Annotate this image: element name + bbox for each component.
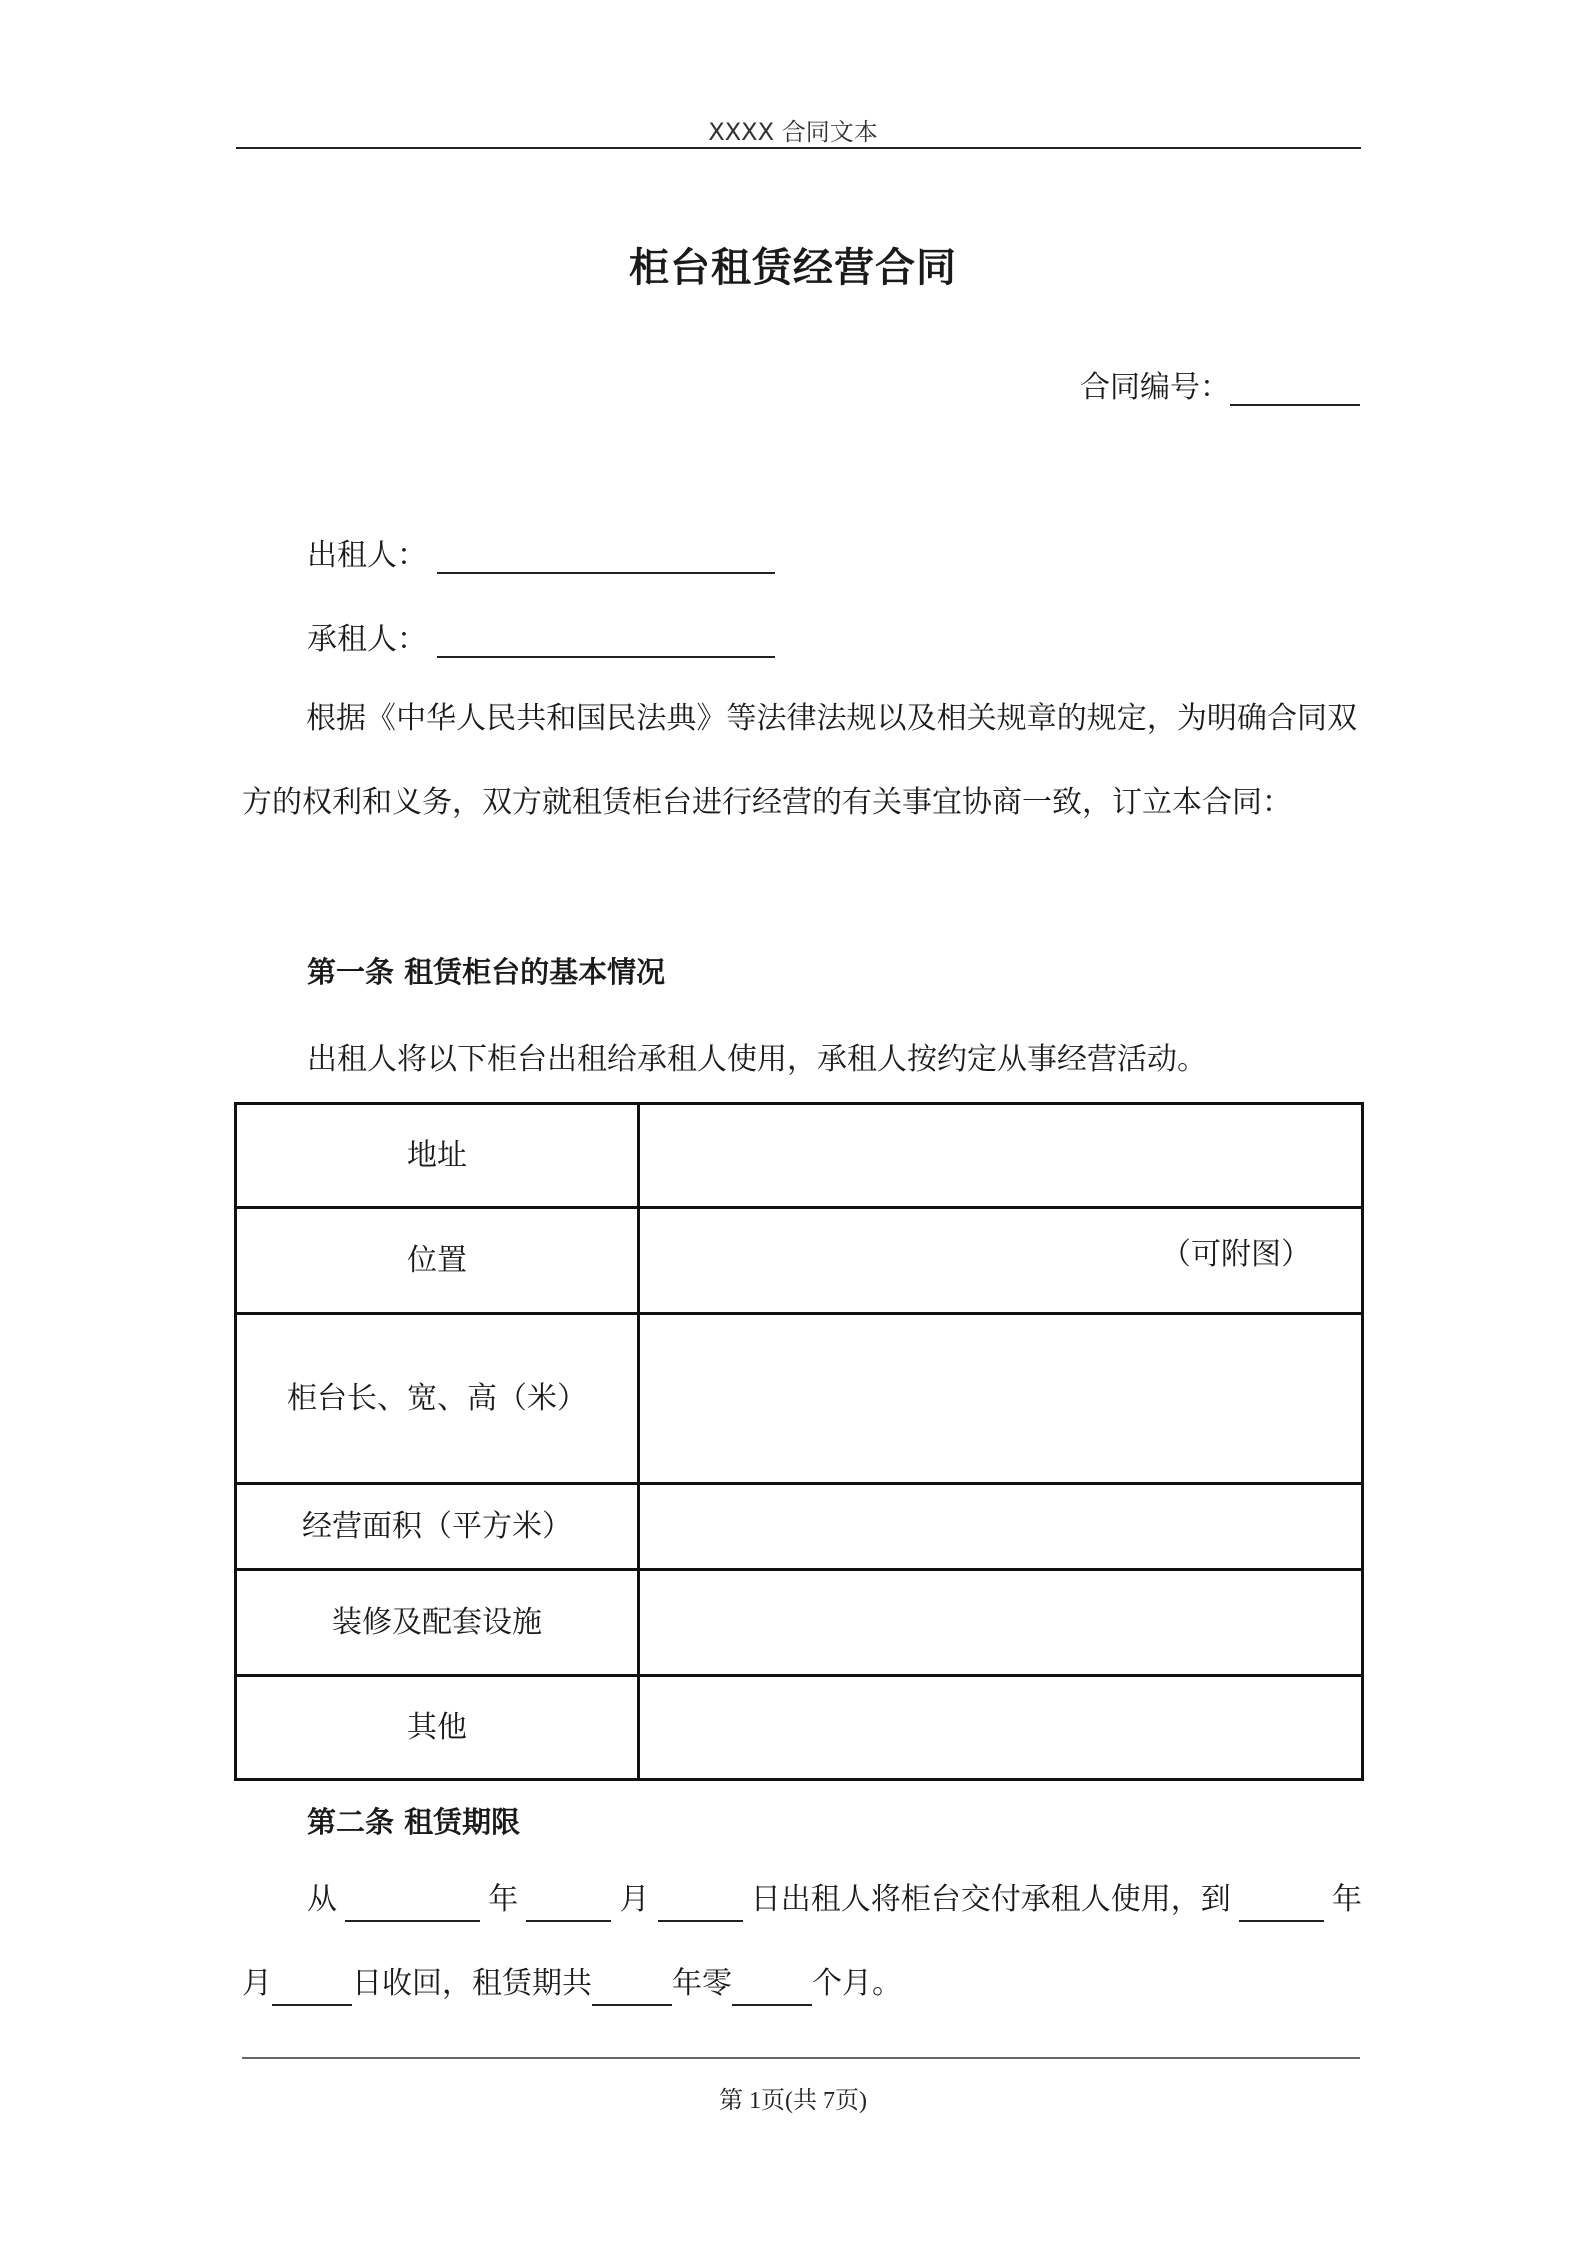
contract-number-field <box>1080 362 1360 406</box>
row-label: 地址 <box>236 1104 639 1208</box>
lease-term-line-1 <box>307 1858 1362 1942</box>
contract-number-label: 合同编号： <box>1080 370 1230 405</box>
lessor-blank[interactable] <box>437 538 775 574</box>
term-text: 年 <box>488 1882 519 1917</box>
term-text: 年 <box>1332 1882 1362 1917</box>
lessee-field <box>307 614 775 658</box>
row-value-cell[interactable] <box>639 1484 1363 1570</box>
row-value-cell[interactable] <box>639 1570 1363 1676</box>
row-label: 经营面积（平方米） <box>236 1484 639 1570</box>
end-year-blank[interactable] <box>1239 1886 1324 1922</box>
article1-heading: 第一条 租赁柜台的基本情况 <box>307 955 666 989</box>
term-text: 月 <box>242 1966 272 2001</box>
start-month-blank[interactable] <box>526 1886 611 1922</box>
end-month-blank[interactable] <box>272 1970 352 2006</box>
lessor-label: 出租人： <box>307 538 427 573</box>
lease-term-line-2 <box>242 1942 902 2026</box>
lessee-label: 承租人： <box>307 622 427 657</box>
article2-heading: 第二条 租赁期限 <box>307 1805 521 1839</box>
lessee-blank[interactable] <box>437 622 775 658</box>
table-row <box>236 1676 1363 1780</box>
table-row <box>236 1570 1363 1676</box>
intro-paragraph: 根据《中华人民共和国民法典》等法律法规以及相关规章的规定，为明确合同双方的权利和义务，双方就租赁柜台进行经营的有关事宜协商一致，订立本合同： <box>242 701 1357 820</box>
row-label: 柜台长、宽、高（米） <box>236 1314 639 1484</box>
article1-text: 出租人将以下柜台出租给承租人使用，承租人按约定从事经营活动。 <box>307 1042 1207 1077</box>
start-day-blank[interactable] <box>658 1886 743 1922</box>
table-row <box>236 1484 1363 1570</box>
term-years-blank[interactable] <box>592 1970 672 2006</box>
document-title: 柜台租赁经营合同 <box>629 245 957 291</box>
page-number: 第 1页(共 7页) <box>719 2088 867 2114</box>
header-divider <box>236 147 1361 149</box>
table-row <box>236 1208 1363 1314</box>
term-months-blank[interactable] <box>732 1970 812 2006</box>
attach-figure-note: （可附图） <box>1161 1237 1311 1272</box>
lessor-field <box>307 530 775 574</box>
start-year-blank[interactable] <box>345 1886 480 1922</box>
row-label: 位置 <box>236 1208 639 1314</box>
row-label: 其他 <box>236 1676 639 1780</box>
table-row <box>236 1314 1363 1484</box>
row-value-cell[interactable] <box>639 1208 1363 1314</box>
row-label: 装修及配套设施 <box>236 1570 639 1676</box>
footer-divider <box>242 2057 1360 2059</box>
term-text: 月 <box>619 1882 650 1917</box>
term-text: 年零 <box>672 1966 732 2001</box>
term-text: 日收回，租赁期共 <box>352 1966 592 2001</box>
page-header: XXXX 合同文本 <box>708 118 878 146</box>
row-value-cell[interactable] <box>639 1314 1363 1484</box>
row-value-cell[interactable] <box>639 1676 1363 1780</box>
contract-number-blank[interactable] <box>1230 370 1360 406</box>
term-text: 从 <box>307 1882 337 1917</box>
term-text: 个月。 <box>812 1966 902 2001</box>
table-row <box>236 1104 1363 1208</box>
term-text: 日出租人将柜台交付承租人使用，到 <box>750 1882 1231 1917</box>
counter-info-table <box>234 1102 1364 1781</box>
row-value-cell[interactable] <box>639 1104 1363 1208</box>
